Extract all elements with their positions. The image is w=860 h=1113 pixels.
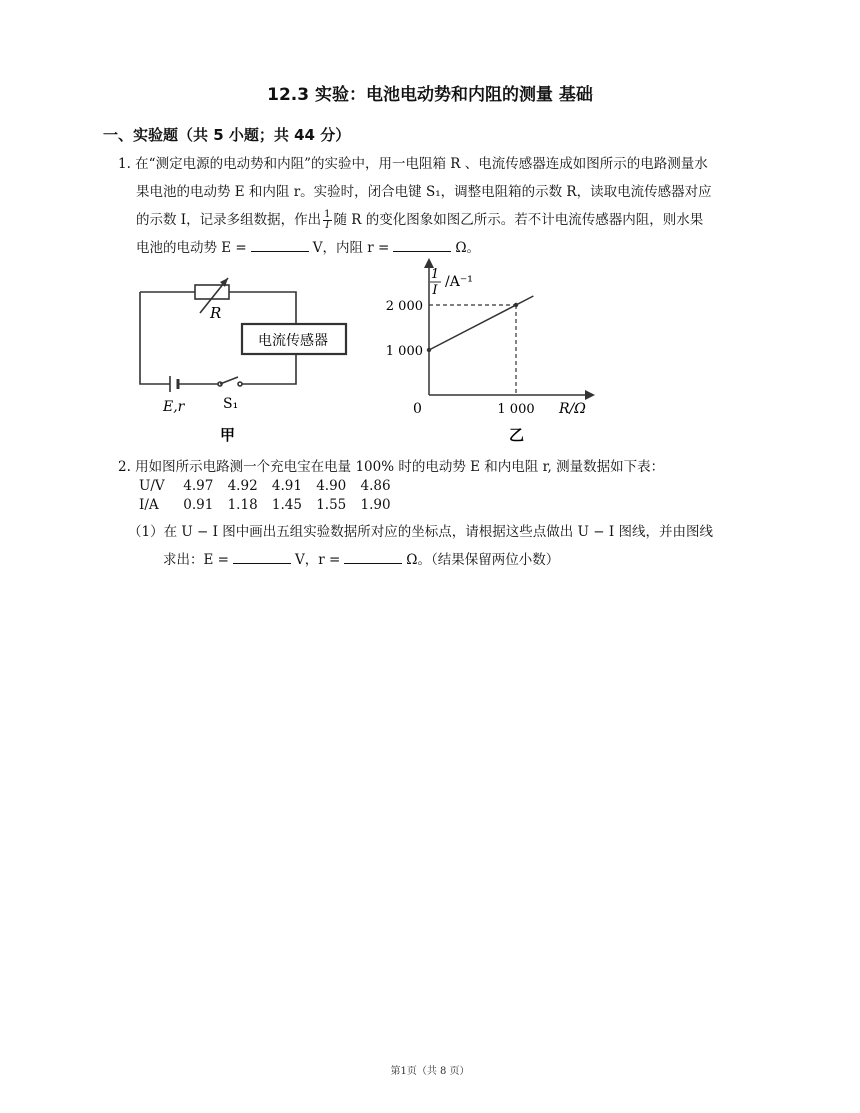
q1-emf-label: 电池的电动势 E = bbox=[136, 240, 247, 256]
voltage-cell: 4.92 bbox=[227, 478, 258, 494]
current-cell: 1.18 bbox=[227, 497, 258, 513]
x-tick-label: 1 000 bbox=[497, 402, 535, 417]
voltage-cell: 4.86 bbox=[360, 478, 391, 494]
section-heading: 一、实验题（共 5 小题；共 44 分） bbox=[103, 126, 351, 144]
q2-part1-line-2 bbox=[128, 546, 768, 574]
q2-resistance-answer-blank[interactable] bbox=[344, 549, 402, 564]
current-row bbox=[139, 497, 400, 513]
fraction-denominator: I bbox=[325, 220, 330, 231]
voltage-cell: 4.97 bbox=[183, 478, 214, 494]
switch-contact-right bbox=[238, 382, 242, 386]
question-1 bbox=[118, 150, 768, 262]
circuit-caption: 甲 bbox=[220, 426, 236, 444]
graph-caption: 乙 bbox=[509, 426, 525, 444]
q1-ohm-unit: Ω。 bbox=[455, 240, 481, 256]
battery-label: E,r bbox=[163, 399, 185, 415]
current-cell: 0.91 bbox=[183, 497, 214, 513]
q2-note: Ω。（结果保留两位小数） bbox=[406, 552, 560, 568]
data-point bbox=[514, 303, 518, 307]
question-2-part-1 bbox=[128, 518, 768, 574]
y-axis-frac-den: I bbox=[432, 283, 438, 298]
current-cell: 1.45 bbox=[271, 497, 302, 513]
q1-line-1: 1. 在“测定电源的电动势和内阻”的实验中，用一电阻箱 R 、电流传感器连成如图所示的电路测量水 bbox=[118, 156, 708, 172]
question-2 bbox=[118, 453, 768, 481]
q1-line-3 bbox=[118, 206, 768, 234]
switch-label: S₁ bbox=[223, 396, 239, 412]
emf-answer-blank[interactable] bbox=[251, 237, 309, 252]
switch-lever bbox=[220, 377, 238, 384]
circuit-wire-top-right bbox=[229, 292, 296, 324]
voltage-cell: 4.90 bbox=[316, 478, 347, 494]
y-tick-label: 1 000 bbox=[385, 344, 423, 359]
voltage-row bbox=[139, 478, 400, 494]
inverse-current-graph bbox=[375, 256, 605, 448]
circuit-diagram bbox=[130, 268, 360, 448]
circuit-wire-right bbox=[242, 354, 296, 384]
q2-resistance-label: V，r = bbox=[294, 552, 341, 568]
q2-intro: 2. 用如图所示电路测一个充电宝在电量 100% 时的电动势 E 和内电阻 r, 测量数据如下表： bbox=[118, 459, 665, 475]
q1-line-3b: 随 R 的变化图象如图乙所示。若不计电流传感器内阻，则水果 bbox=[333, 212, 704, 228]
y-tick-label: 2 000 bbox=[385, 299, 423, 314]
y-axis-frac-num: 1 bbox=[430, 267, 440, 282]
x-axis-arrow bbox=[585, 390, 595, 400]
x-axis-label: R/Ω bbox=[559, 401, 586, 417]
q2-emf-answer-blank[interactable] bbox=[233, 549, 291, 564]
voltage-cell: 4.91 bbox=[271, 478, 302, 494]
data-point bbox=[427, 348, 431, 352]
q2-part1-line-1: （1）在 U − I 图中画出五组实验数据所对应的坐标点，请根据这些点做出 U − I 图线，并由图线 bbox=[128, 524, 713, 540]
fraction-numerator: 1 bbox=[324, 209, 331, 220]
q1-line-2: 果电池的电动势 E 和内阻 r。实验时，闭合电键 S₁，调整电阻箱的示数 R，读取电流传感器对应 bbox=[136, 184, 712, 200]
current-label: I/A bbox=[139, 497, 159, 513]
resistance-answer-blank[interactable] bbox=[393, 237, 451, 252]
page-title: 12.3 实验：电池电动势和内阻的测量 基础 bbox=[267, 85, 593, 105]
y-axis-label: /A⁻¹ bbox=[445, 274, 473, 290]
q2-emf-label: 求出：E = bbox=[163, 552, 229, 568]
q1-resistance-label: V，内阻 r = bbox=[312, 240, 390, 256]
current-cell: 1.90 bbox=[360, 497, 391, 513]
origin-label: 0 bbox=[413, 401, 422, 417]
resistor-label: R bbox=[210, 304, 222, 322]
inverse-current-fraction bbox=[323, 210, 331, 231]
page-footer: 第1页（共 8 页） bbox=[390, 1066, 470, 1077]
voltage-label: U/V bbox=[139, 478, 165, 494]
q1-line-3a: 的示数 I，记录多组数据，作出 bbox=[136, 212, 322, 228]
current-cell: 1.55 bbox=[316, 497, 347, 513]
circuit-wire-left bbox=[140, 292, 170, 384]
sensor-label: 电流传感器 bbox=[258, 333, 328, 349]
